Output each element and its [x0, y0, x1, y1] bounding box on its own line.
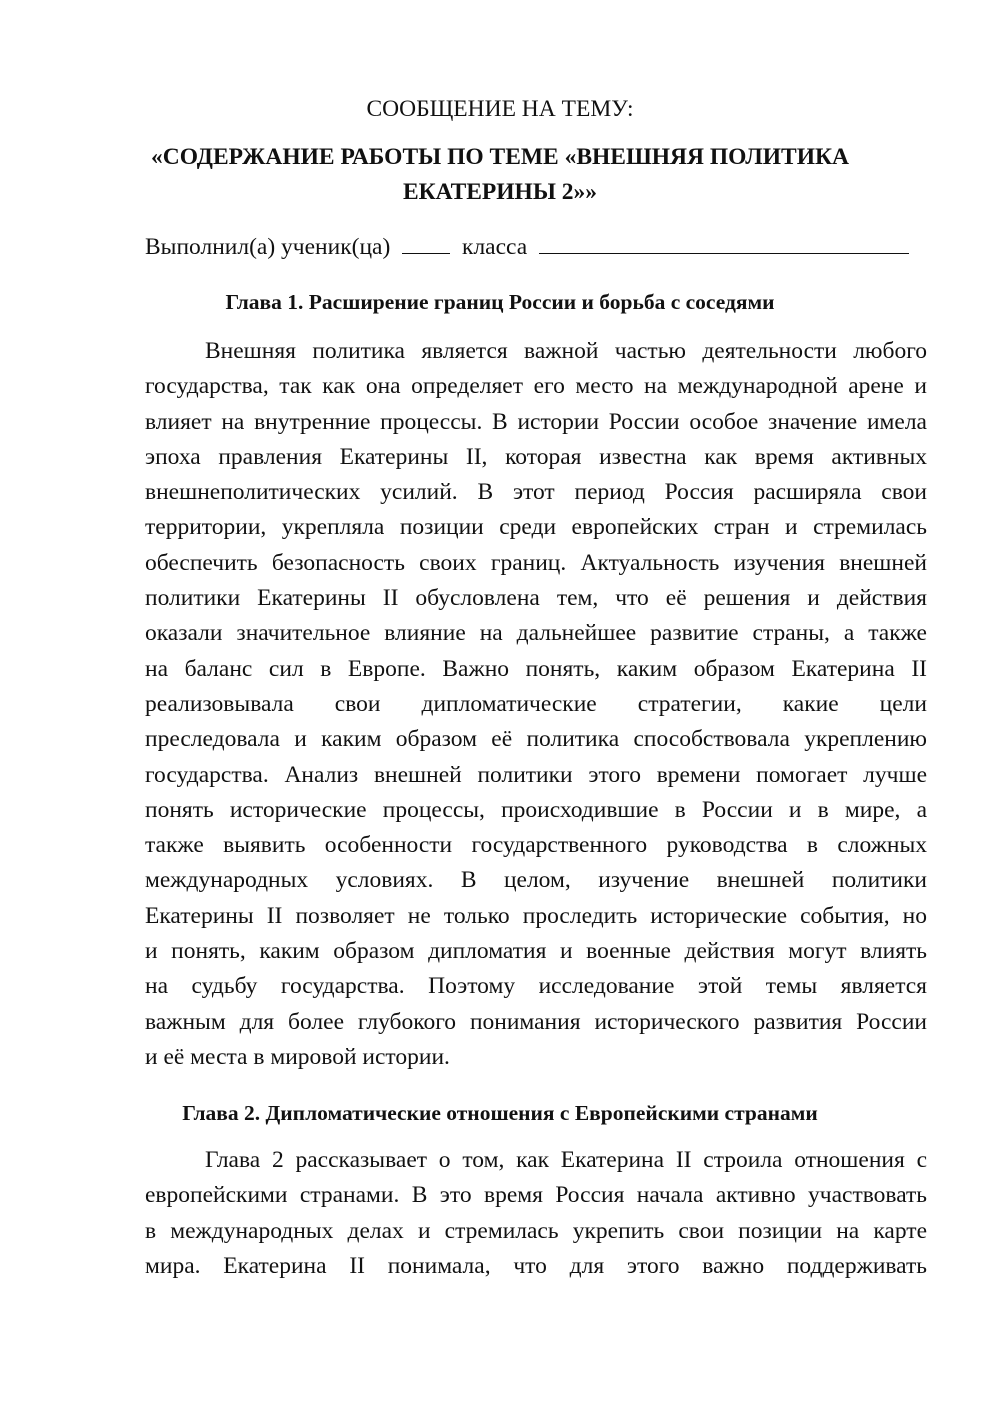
class-number-blank: [402, 233, 450, 254]
paragraph-line: обеспечить безопасность своих границ. Актуальность изучения внешней: [145, 549, 927, 576]
paragraph-line: понять исторические процессы, происходившие в России и в мире, а: [145, 796, 927, 823]
student-name-blank: [539, 233, 909, 254]
class-label: класса: [462, 234, 528, 260]
paragraph-line: на судьбу государства. Поэтому исследование этой темы является: [145, 973, 927, 1000]
document-heading-label: СООБЩЕНИЕ НА ТЕМУ:: [366, 96, 634, 122]
paragraph-line: Екатерины II позволяет не только проследить исторические события, но: [145, 902, 927, 929]
chapter-1-title: Глава 1. Расширение границ России и борьба с соседями: [225, 290, 775, 314]
paragraph-line: эпоха правления Екатерины II, которая известна как время активных: [145, 443, 927, 470]
performer-label: Выполнил(а) ученик(ца): [145, 234, 391, 260]
paragraph-line: территории, укрепляла позиции среди европейских стран и стремилась: [145, 514, 927, 541]
paragraph-line: преследовала и каким образом её политика способствовала укреплению: [145, 726, 927, 753]
chapter-2-title: Глава 2. Дипломатические отношения с Европейскими странами: [182, 1101, 818, 1125]
paragraph-line: европейскими странами. В это время Россия начала активно участвовать: [145, 1182, 927, 1209]
chapter-2-paragraph: [145, 1143, 927, 1284]
paragraph-line: политики Екатерины II обусловлена тем, что её решения и действия: [145, 585, 927, 612]
paragraph-line: оказали значительное влияние на дальнейшее развитие страны, а также: [145, 620, 927, 647]
paragraph-line: и её места в мировой истории.: [145, 1043, 450, 1070]
paragraph-line: государства. Анализ внешней политики этого времени помогает лучше: [145, 761, 927, 788]
paragraph-line: также выявить особенности государственного руководства в сложных: [145, 832, 927, 859]
paragraph-line: Внешняя политика является важной частью деятельности любого: [205, 338, 927, 364]
author-line: [145, 232, 935, 262]
paragraph-line: в международных делах и стремилась укрепить свои позиции на карте: [145, 1217, 927, 1244]
chapter-1-paragraph: [145, 334, 927, 1075]
paragraph-line: международных условиях. В целом, изучение внешней политики: [145, 867, 927, 894]
paragraph-line: государства, так как она определяет его место на международной арене и: [145, 373, 927, 400]
paragraph-line: внешнеполитических усилий. В этот период Россия расширяла свои: [145, 479, 927, 506]
paragraph-line: мира. Екатерина II понимала, что для этого важно поддерживать: [145, 1252, 927, 1279]
paragraph-line: и понять, каким образом дипломатия и военные действия могут влиять: [145, 938, 927, 965]
paragraph-line: Глава 2 рассказывает о том, как Екатерина II строила отношения с: [205, 1147, 927, 1173]
document-title-line-1: «СОДЕРЖАНИЕ РАБОТЫ ПО ТЕМЕ «ВНЕШНЯЯ ПОЛИТИКА: [150, 144, 850, 170]
document-title-line-2: ЕКАТЕРИНЫ 2»»: [402, 179, 598, 205]
paragraph-line: важным для более глубокого понимания исторического развития России: [145, 1008, 927, 1035]
paragraph-line: реализовывала свои дипломатические стратегии, какие цели: [145, 690, 927, 717]
paragraph-line: влияет на внутренние процессы. В истории России особое значение имела: [145, 408, 927, 435]
paragraph-line: на баланс сил в Европе. Важно понять, каким образом Екатерина II: [145, 655, 927, 682]
